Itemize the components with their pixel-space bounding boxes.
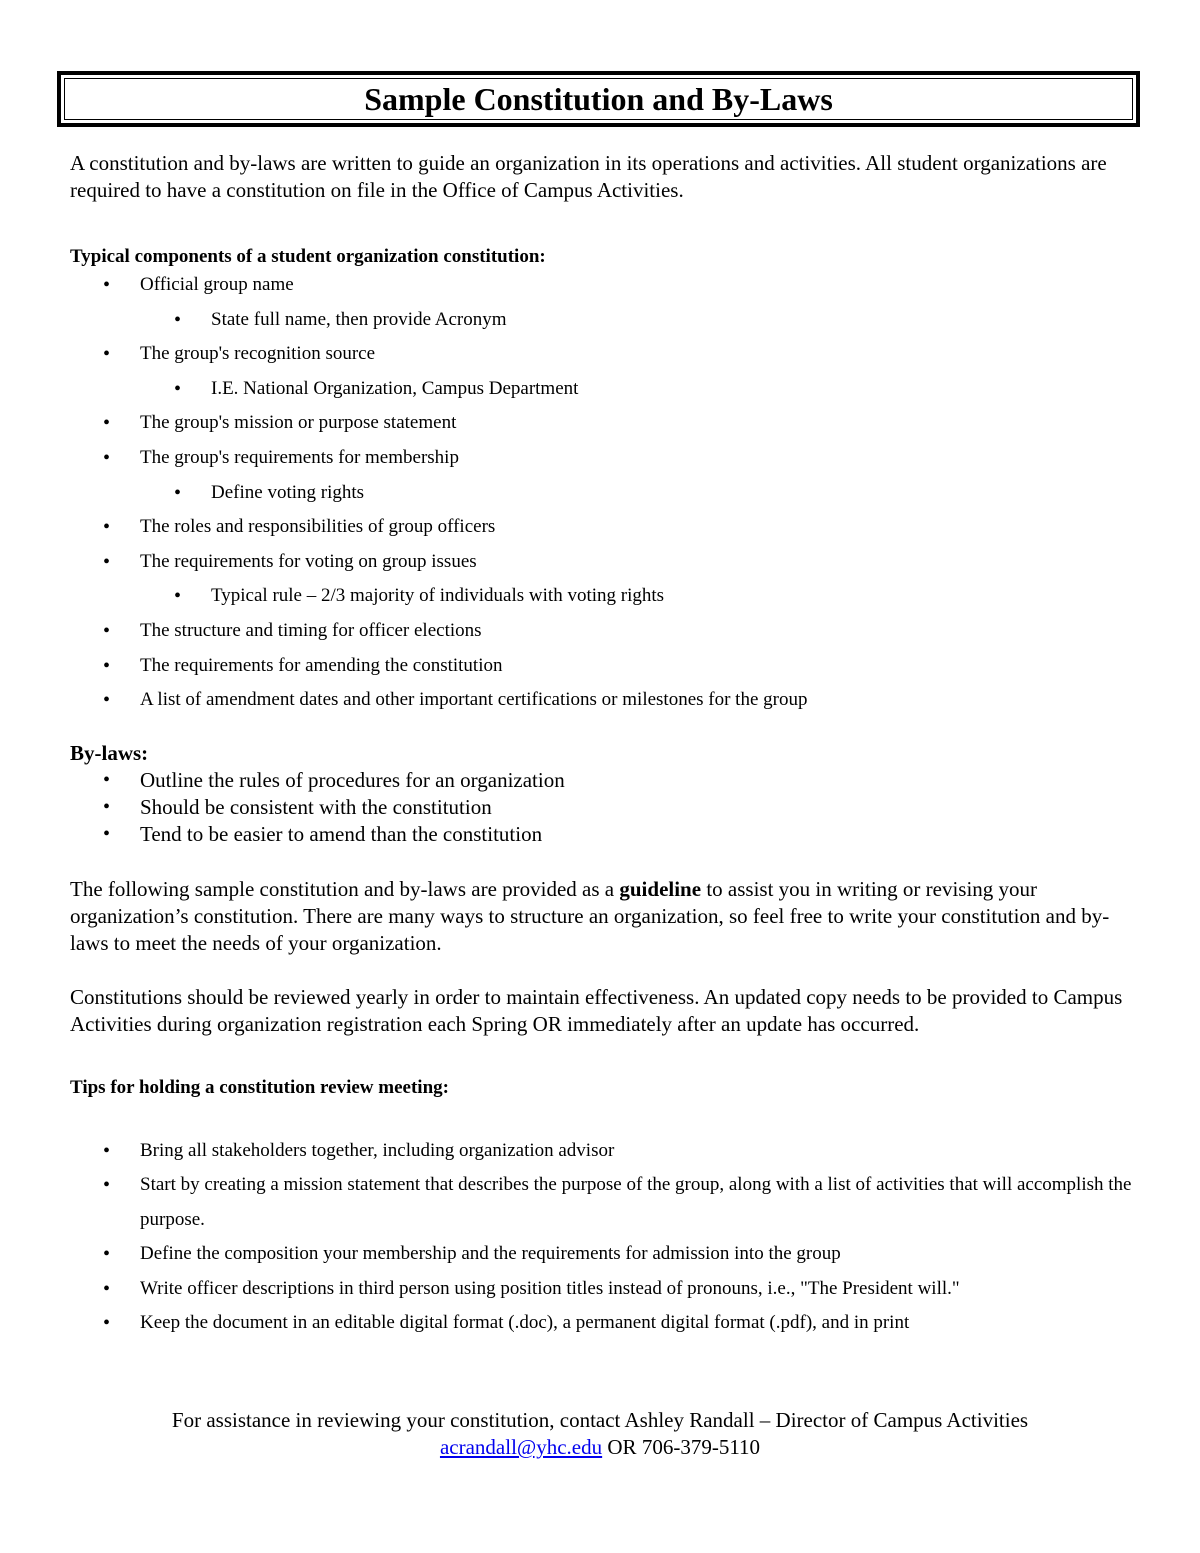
tips-heading: Tips for holding a constitution review meeting: bbox=[70, 1076, 449, 1098]
list-item: • The structure and timing for officer elections bbox=[70, 614, 1145, 649]
list-item: • A list of amendment dates and other important certifications or milestones for the group bbox=[70, 683, 1145, 718]
phone-number: 706-379-5110 bbox=[641, 1435, 761, 1459]
list-item: • Outline the rules of procedures for an organization bbox=[70, 767, 1145, 794]
footer-line: For assistance in reviewing your constitution, contact Ashley Randall – Director of Campus Activities bbox=[171, 1408, 1029, 1432]
page-title: Sample Constitution and By-Laws bbox=[364, 81, 833, 117]
list-item: • Start by creating a mission statement that describes the purpose of the group, along with a list of activities that will accomplish the purpose. bbox=[70, 1168, 1145, 1237]
components-list bbox=[70, 268, 1145, 718]
email-link[interactable]: acrandall@yhc.edu bbox=[439, 1435, 603, 1459]
guideline-paragraph: The following sample constitution and by-laws are provided as a guideline to assist you in writing or revising your organization’s constitution. There are many ways to structure an organization, so feel free to write your constitution and by-laws to meet the needs of your organization. bbox=[70, 876, 1110, 955]
list-item: • Bring all stakeholders together, including organization advisor bbox=[70, 1134, 1145, 1169]
list-item: • The requirements for amending the constitution bbox=[70, 649, 1145, 684]
list-item: • Write officer descriptions in third person using position titles instead of pronouns, i.e., "The President will." bbox=[70, 1272, 1145, 1307]
list-item: • State full name, then provide Acronym bbox=[70, 303, 1145, 338]
list-item: • The group's recognition source bbox=[70, 337, 1145, 372]
list-item: • The requirements for voting on group issues bbox=[70, 545, 1145, 580]
list-item: • Typical rule – 2/3 majority of individuals with voting rights bbox=[70, 579, 1145, 614]
intro-paragraph: A constitution and by-laws are written to guide an organization in its operations and activities. All student organizations are required to have a constitution on file in the Office of Campus Activities. bbox=[70, 151, 1107, 202]
list-item: • I.E. National Organization, Campus Department bbox=[70, 372, 1145, 407]
bylaws-heading: By-laws: bbox=[70, 740, 149, 765]
tips-list bbox=[70, 1134, 1145, 1341]
list-item: • Official group name bbox=[70, 268, 1145, 303]
list-item: • Define the composition your membership and the requirements for admission into the group bbox=[70, 1237, 1145, 1272]
document-body bbox=[70, 150, 1145, 1341]
guideline-bold: guideline bbox=[619, 876, 702, 901]
list-item: • The group's requirements for membership bbox=[70, 441, 1145, 476]
footer-contact bbox=[0, 1407, 1200, 1461]
review-paragraph: Constitutions should be reviewed yearly in order to maintain effectiveness. An updated copy needs to be provided to Campus Activities during organization registration each Spring OR immediately after an update has occurred. bbox=[70, 984, 1123, 1036]
list-item: • The roles and responsibilities of group officers bbox=[70, 510, 1145, 545]
title-box bbox=[57, 71, 1140, 127]
list-item: • The group's mission or purpose statement bbox=[70, 406, 1145, 441]
list-item: • Keep the document in an editable digital format (.doc), a permanent digital format (.pdf), and in print bbox=[70, 1306, 1145, 1341]
bylaws-list bbox=[70, 767, 1145, 848]
list-item: • Should be consistent with the constitution bbox=[70, 794, 1145, 821]
list-item: • Tend to be easier to amend than the constitution bbox=[70, 821, 1145, 848]
footer-contact-line: acrandall@yhc.edu OR 706-379-5110 bbox=[439, 1435, 761, 1459]
list-item: • Define voting rights bbox=[70, 476, 1145, 511]
components-heading: Typical components of a student organization constitution: bbox=[70, 246, 546, 267]
